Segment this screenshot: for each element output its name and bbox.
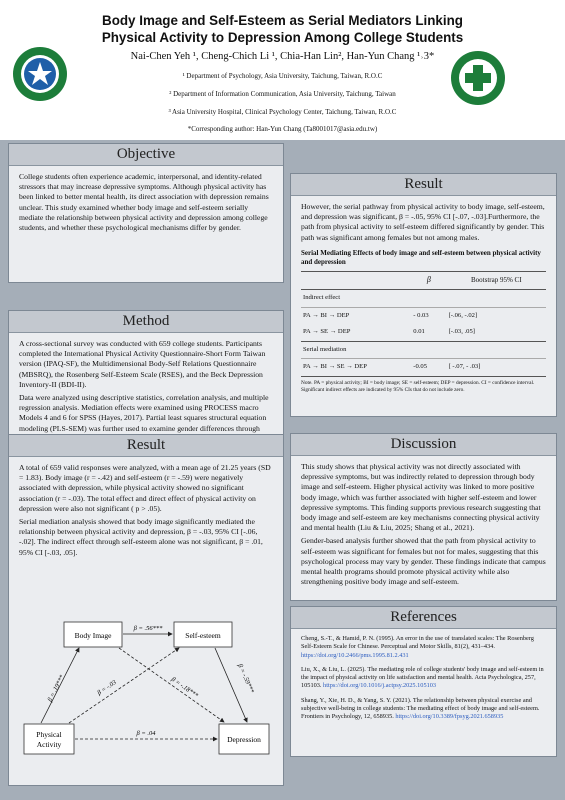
reference-link[interactable]: https://doi.org/10.1016/j.actpsy.2025.105103 — [323, 682, 437, 690]
discussion-panel — [290, 433, 557, 601]
reference-item — [301, 635, 546, 660]
reference-text: Cheng, S.-T., & Hamid, P. N. (1995). An error in the use of translated scales: The Rosenberg Self-Esteem Scale for Chinese. Perceptual and Motor Skills, 81(2), 431–434. — [301, 635, 534, 651]
table-title: Serial Mediating Effects of body image and self-esteem between physical activity and depression — [301, 248, 541, 266]
physical-activity-box — [24, 724, 74, 754]
reference-text: Liu, X., & Liu, L. (2025). The mediating role of college students' body image and self-esteem in the impact of physical activity on life satisfaction and mental health. Acta Psychologica, 257, 105103. — [301, 665, 544, 690]
discussion-text-2: Gender-based analysis further showed that the path from physical activity to self-esteem was significant for females but not for males, suggesting that this psychological process may vary by gender. These findings indicate that campus mental health programs should promote physical activity while also strengthening positive body image and self-esteem. — [301, 536, 546, 587]
objective-panel — [8, 143, 284, 283]
row-path: PA → SE → DEP — [303, 327, 351, 335]
result-panel-left — [8, 434, 284, 786]
reference-link[interactable]: https://doi.org/10.2466/pms.1995.81.2.431 — [301, 651, 409, 659]
references-panel — [290, 606, 557, 757]
path-label-bi-dep: β = -.18*** — [169, 675, 200, 700]
path-bi-dep — [119, 648, 224, 722]
poster-title: Body Image and Self-Esteem as Serial Mediators Linking Physical Activity to Depression Among College Students — [101, 13, 464, 45]
table-row — [301, 307, 546, 324]
affiliation-1: ¹ Department of Psychology, Asia University, Taichung, Taiwan, R.O.C — [182, 72, 383, 80]
mediation-table — [301, 271, 546, 377]
row-ci: [-.03, .05] — [448, 327, 475, 335]
result-paragraph-2: Serial mediation analysis showed that body image significantly mediated the relationship between physical activity and depression, β = -.03, 95% CI [-.06, -.02]. The indirect effect through self-esteem alone was not significant, β = .01, 95% CI [-.03, .05]. — [19, 517, 263, 557]
path-se-dep — [215, 648, 247, 722]
table-section-indirect: Indirect effect — [303, 294, 341, 302]
method-heading: Method — [9, 311, 283, 333]
reference-item — [301, 697, 546, 722]
path-label-pa-bi: β = .19*** — [46, 674, 66, 703]
row-beta: - 0.03 — [413, 311, 429, 319]
row-beta: -0.05 — [413, 363, 427, 371]
objective-heading: Objective — [9, 144, 283, 166]
physical-activity-label-2: Activity — [36, 740, 62, 749]
path-pa-se — [69, 648, 179, 723]
path-label-pa-se: β = -.03 — [96, 679, 118, 697]
reference-text: Shang, Y., Xie, H. D., & Yang, S. Y. (2021). The relationship between physical exercise and subjective well-being in college students: The mediating effect of body image and self-esteem. Frontiers in Psychology, 12, 658935. — [301, 696, 540, 721]
path-label-se-dep: β = -.59*** — [236, 662, 256, 695]
method-text-1: A cross-sectional survey was conducted with 659 college students. Participants completed the International Physical Activity Questionnaire-Short Form Taiwan version (IPAQ-SF), the Multidimensional Body-Self Relations Questionnaire (MBSRQ), the Rosenberg Self-Esteem Scale (RSES), and the Beck Depression Inventory-II (BDI-II). — [19, 339, 266, 389]
row-path: PA → BI → DEP — [303, 311, 350, 319]
table-row — [301, 359, 546, 376]
references-heading: References — [291, 607, 556, 629]
body-image-label: Body Image — [74, 631, 112, 640]
author-list: Nai-Chen Yeh ¹, Cheng-Chich Li ¹, Chia-Han Lin², Han-Yun Chang ¹˒3* — [130, 51, 435, 62]
row-ci: [-.06, -.02] — [448, 311, 478, 319]
reference-item — [301, 666, 546, 691]
table-note: Note. PA = physical activity; BI = body image; SE = self-esteem; DEP = depression. CI = confidence interval. Significant indirect effects are indicated by 95% CIs that do not include zero. — [301, 380, 535, 394]
row-beta: 0.01 — [413, 327, 425, 335]
depression-label: Depression — [227, 735, 261, 744]
result-panel-right — [290, 173, 557, 417]
affiliation-3: ³ Asia University Hospital, Clinical Psychology Center, Taichung, Taiwan, R.O.C — [168, 108, 397, 116]
result-paragraph-1: A total of 659 valid responses were analyzed, with a mean age of 21.25 years (SD = 1.83). Body image (r = -.42) and self-esteem (r = -.59) were negatively associated with depression, while physical activity showed no significant association (r = -.03). The total effect and direct effect of physical activity on depression were also not significant ( p > .05). — [19, 463, 271, 513]
self-esteem-label: Self-esteem — [185, 631, 221, 640]
physical-activity-label-1: Physical — [36, 730, 62, 739]
poster-header — [0, 0, 565, 140]
serial-mediation-diagram — [19, 610, 275, 775]
method-text-2: Data were analyzed using descriptive statistics, correlation analysis, and multiple regression analysis. Mediation effects were examined using PROCESS macro Models 4 and 6 for SPSS (Hayes, 2017). Partial least squares structural equation modeling (PLS-SEM) was further used to examine gender differences through — [19, 393, 269, 433]
col-header-beta: β — [426, 275, 431, 285]
col-header-ci: Bootstrap 95% CI — [471, 276, 522, 285]
corresponding-author: *Corresponding author: Han-Yun Chang (Ta8001017@asia.edu.tw) — [187, 125, 378, 133]
path-label-bi-se: β = .56*** — [133, 625, 163, 632]
row-ci: [ -.07, - .03] — [448, 363, 481, 371]
discussion-heading: Discussion — [291, 434, 556, 456]
result-right-text: However, the serial pathway from physical activity to body image, self-esteem, and depression was significant, β = -.05, 95% CI [-.07, -.03].Furthermore, the path from physical activity to self-esteem differed significantly by gender. This path was significant among females but not among males. — [301, 202, 545, 242]
result-heading-left: Result — [9, 435, 283, 457]
row-path: PA → BI → SE → DEP — [303, 363, 367, 371]
objective-text: College students often experience academic, interpersonal, and identity-related stressors that may increase depressive symptoms. Although physical activity has been linked to better mental health, its direct association with depression remains unclear. This study examined whether body image and self-esteem serially mediate the relationship between physical activity and depression among college students, and whether these psychological mechanisms differ by gender. — [19, 172, 269, 233]
table-section-serial: Serial mediation — [303, 345, 347, 353]
path-label-pa-dep: β = .04 — [136, 730, 156, 737]
method-panel — [8, 310, 284, 452]
affiliation-2: ² Department of Information Communication, Asia University, Taichung, Taiwan — [169, 90, 396, 98]
reference-link[interactable]: https://doi.org/10.3389/fpsyg.2021.658935 — [395, 713, 504, 721]
asia-university-hospital-logo — [450, 50, 506, 106]
table-row — [301, 324, 546, 340]
discussion-text-1: This study shows that physical activity was not directly associated with depressive symptoms, but was indirectly related to depression through body image and self-esteem. Higher physical activity was linked to more positive body image, which was further associated with higher self-esteem and lower depressive symptoms. This finding supports previous research suggesting that body image and self-esteem are key mechanisms connecting physical activity and mental health (Liu & Liu, 2025; Shang et al., 2021). — [301, 462, 541, 533]
result-heading-right: Result — [291, 174, 556, 196]
